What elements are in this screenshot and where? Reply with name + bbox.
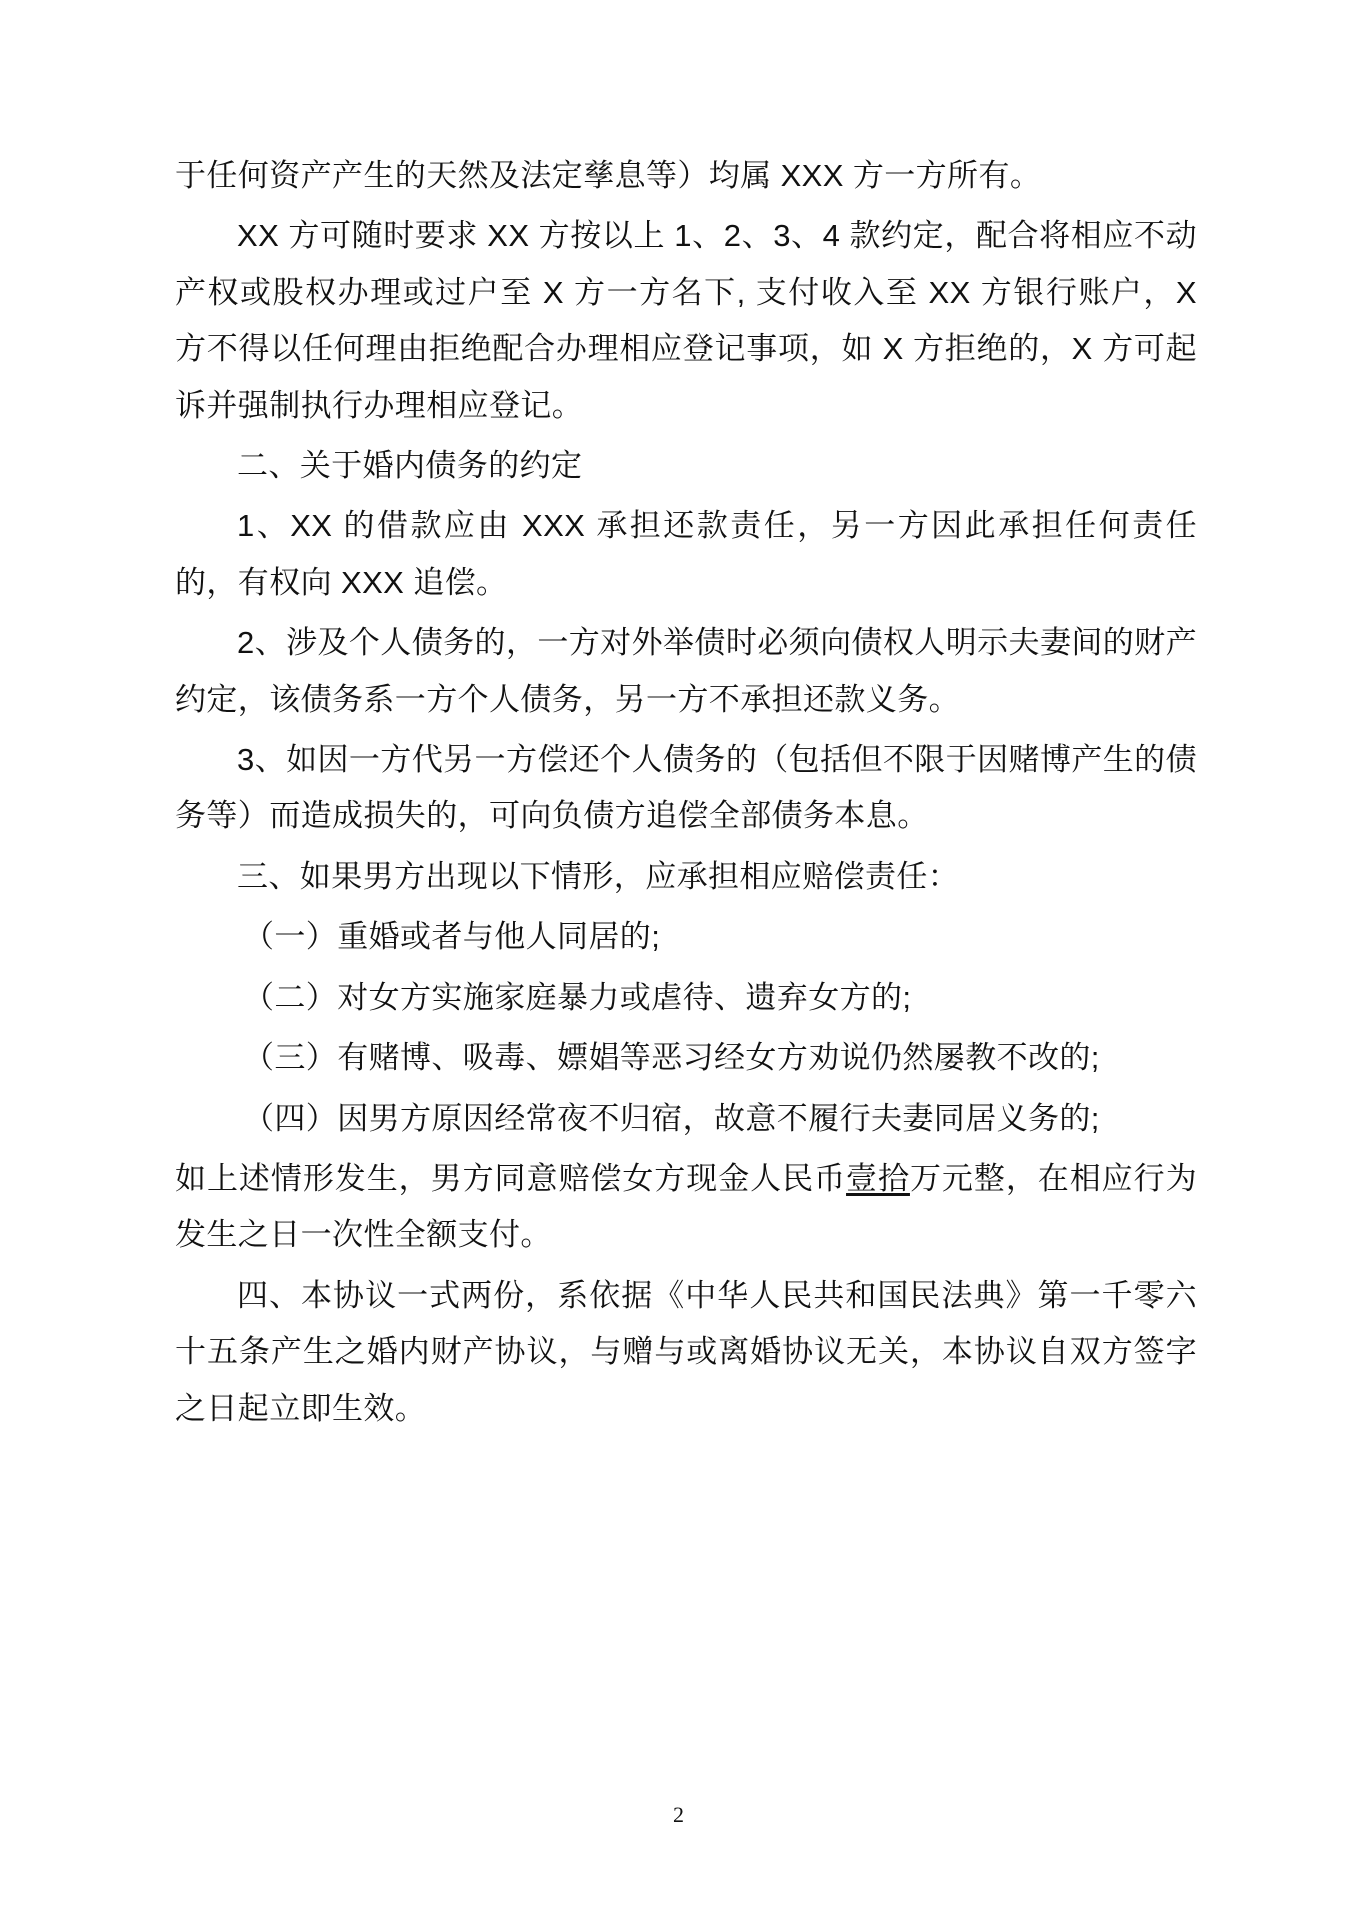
paragraph-debt-1: 1、XX 的借款应由 XXX 承担还款责任，另一方因此承担任何责任的，有权向 XXX 追偿。: [175, 508, 1197, 600]
compensation-text-before: 如上述情形发生，男方同意赔偿女方现金人民币: [175, 1160, 847, 1196]
list-item-one: （一）重婚或者与他人同居的;: [243, 919, 661, 955]
document-body: [175, 148, 1197, 1437]
paragraph-section-four: 四、本协议一式两份，系依据《中华人民共和国民法典》第一千零六十五条产生之婚内财产协议，与赠与或离婚协议无关，本协议自双方签字之日起立即生效。: [175, 1277, 1197, 1426]
paragraph-continuation: 于任何资产产生的天然及法定孳息等）均属 XXX 方一方所有。: [175, 158, 1042, 193]
list-item-four: （四）因男方原因经常夜不归宿，故意不履行夫妻同居义务的;: [243, 1100, 1100, 1136]
heading-section-three: 三、如果男方出现以下情形，应承担相应赔偿责任：: [237, 858, 960, 894]
list-item-two: （二）对女方实施家庭暴力或虐待、遗弃女方的;: [243, 979, 912, 1015]
page-number: 2: [673, 1802, 684, 1827]
heading-section-two: 二、关于婚内债务的约定: [237, 448, 583, 484]
compensation-text-after: 万元整，在相应行为发生之日一次性全额支付。: [175, 1160, 1197, 1253]
compensation-amount: 壹拾: [846, 1160, 910, 1196]
paragraph-debt-3: 3、如因一方代另一方偿还个人债务的（包括但不限于因赌博产生的债务等）而造成损失的，可向负债方追偿全部债务本息。: [175, 742, 1197, 834]
paragraph-cooperate: XX 方可随时要求 XX 方按以上 1、2、3、4 款约定，配合将相应不动产权或股权办理或过户至 X 方一方名下, 支付收入至 XX 方银行账户，X 方不得以任何理由拒绝配合办理相应登记事项，如 X 方拒绝的，X 方可起诉并强制执行办理相应登记。: [175, 218, 1197, 423]
list-item-three: （三）有赌博、吸毒、嫖娼等恶习经女方劝说仍然屡教不改的;: [243, 1040, 1100, 1076]
paragraph-debt-2: 2、涉及个人债务的，一方对外举债时必须向债权人明示夫妻间的财产约定，该债务系一方个人债务，另一方不承担还款义务。: [175, 625, 1197, 717]
paragraph-compensation: [175, 1151, 1197, 1264]
